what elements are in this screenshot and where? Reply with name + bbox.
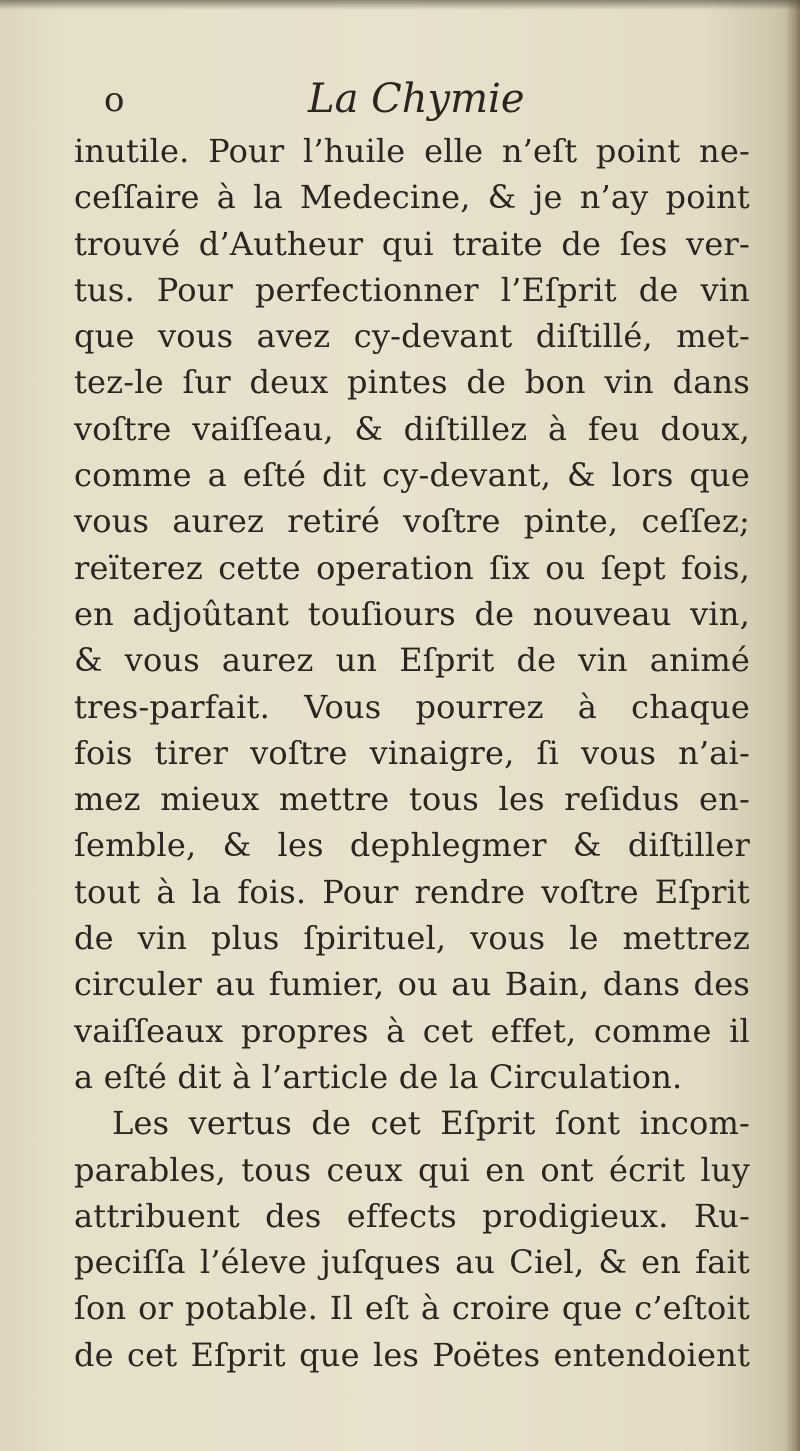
text-line: mez mieux mettre tous les reſidus en- xyxy=(74,780,750,819)
page-header xyxy=(0,76,800,126)
text-line: reïterez cette operation ſix ou ſept fois, xyxy=(74,548,750,587)
running-title: La Chymie xyxy=(308,76,525,122)
text-line: inutile. Pour l’huile elle n’eſt point ne- xyxy=(74,132,750,170)
text-line: peciſſa l’éleve juſques au Ciel, & en fait xyxy=(74,1243,750,1282)
text-line: tus. Pour perfectionner l’Eſprit de vin xyxy=(74,270,750,309)
text-line: ſemble, & les dephlegmer & diſtiller xyxy=(74,826,750,865)
text-line: ſon or potable. Il eſt à croire que c’eſtoit xyxy=(74,1289,750,1328)
text-line: vous aurez retiré voſtre pinte, ceſſez; xyxy=(74,502,750,541)
text-line: tout à la fois. Pour rendre voſtre Eſprit xyxy=(74,872,750,911)
text-line: trouvé d’Autheur qui traite de ſes ver- xyxy=(74,224,750,263)
text-line: voſtre vaiſſeau, & diſtillez à feu doux, xyxy=(74,409,750,448)
body-text xyxy=(74,128,750,1378)
text-line: de vin plus ſpirituel, vous le mettrez xyxy=(74,919,750,958)
page-gutter-shadow xyxy=(786,0,800,1451)
page-number: o xyxy=(104,80,125,120)
page-top-shadow xyxy=(0,0,800,10)
text-line: attribuent des effects prodigieux. Ru- xyxy=(74,1196,750,1235)
text-line: parables, tous ceux qui en ont écrit luy xyxy=(74,1150,750,1189)
text-line: vaiſſeaux propres à cet effet, comme il xyxy=(74,1011,750,1050)
text-line: circuler au fumier, ou au Bain, dans des xyxy=(74,965,750,1004)
text-line: en adjoûtant touſiours de nouveau vin, xyxy=(74,594,750,633)
text-line: Les vertus de cet Eſprit ſont incom- xyxy=(112,1104,750,1143)
text-line: tres-parfait. Vous pourrez à chaque xyxy=(74,687,750,726)
text-line: tez-le ſur deux pintes de bon vin dans xyxy=(74,363,750,402)
text-line: & vous aurez un Eſprit de vin animé xyxy=(74,641,750,680)
text-line: fois tirer voſtre vinaigre, ſi vous n’ai- xyxy=(74,733,750,772)
text-line: de cet Eſprit que les Poëtes entendoient xyxy=(74,1335,750,1374)
text-line: a eſté dit à l’article de la Circulation. xyxy=(74,1057,683,1096)
text-line: ceſſaire à la Medecine, & je n’ay point xyxy=(74,178,750,217)
text-line: que vous avez cy-devant diſtillé, met- xyxy=(74,317,750,356)
text-line: comme a eſté dit cy-devant, & lors que xyxy=(74,456,750,495)
